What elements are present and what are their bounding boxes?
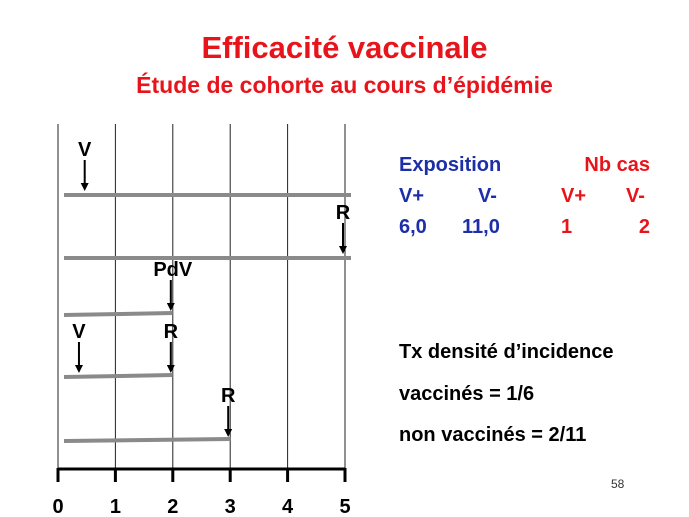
event-label: R <box>335 202 351 224</box>
nb-cas-vminus-label: V- <box>626 185 645 207</box>
event-label: PdV <box>153 259 193 281</box>
slide-number: 58 <box>611 477 625 491</box>
event-arrowhead <box>339 246 347 254</box>
nb-cas-header: Nb cas <box>584 154 650 176</box>
event-arrowhead <box>167 365 175 373</box>
slide-subtitle: Étude de cohorte au cours d’épidémie <box>136 72 553 98</box>
exposition-header: Exposition <box>399 154 502 176</box>
tick-label: 2 <box>167 496 179 517</box>
exposition-vminus-value: 11,0 <box>462 216 500 238</box>
exposition-vplus-label: V+ <box>399 185 425 207</box>
event-label: R <box>220 385 236 407</box>
nb-cas-vminus-value: 2 <box>638 216 650 238</box>
event-label: V <box>78 139 92 161</box>
tick-label: 0 <box>52 496 64 517</box>
incidence-unvaccinated: non vaccinés = 2/11 <box>399 424 587 446</box>
tick-label: 3 <box>224 496 236 517</box>
followup-bar <box>64 439 230 441</box>
slide-title: Efficacité vaccinale <box>201 30 488 65</box>
incidence-heading: Tx densité d’incidence <box>399 341 614 363</box>
event-label: R <box>163 321 179 343</box>
exposition-vplus-value: 6,0 <box>399 216 427 238</box>
followup-bar <box>64 375 173 377</box>
event-label: V <box>72 321 86 343</box>
nb-cas-vplus-value: 1 <box>561 216 573 238</box>
event-arrowhead <box>81 183 89 191</box>
event-arrowhead <box>75 365 83 373</box>
tick-label: 4 <box>282 496 294 517</box>
event-arrowhead <box>224 429 232 437</box>
event-arrowhead <box>167 303 175 311</box>
tick-label: 5 <box>339 496 351 517</box>
followup-bar <box>64 313 173 315</box>
tick-label: 1 <box>109 496 121 517</box>
exposition-vminus-label: V- <box>478 185 497 207</box>
nb-cas-vplus-label: V+ <box>561 185 587 207</box>
incidence-vaccinated: vaccinés = 1/6 <box>399 383 535 405</box>
